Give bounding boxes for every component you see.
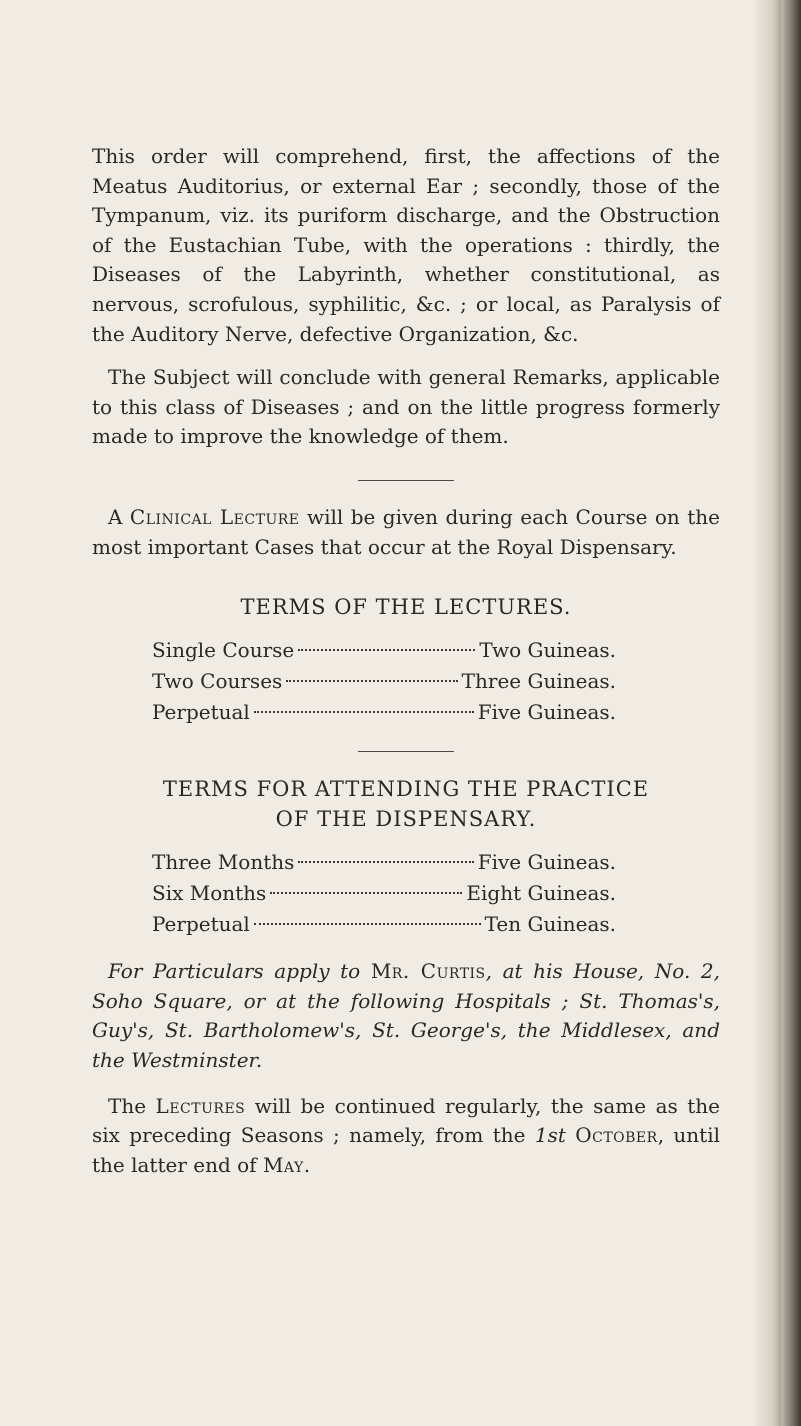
terms-practice-heading — [92, 774, 720, 834]
closing-ordinal: 1st — [534, 1123, 566, 1148]
terms-practice-heading-line1: TERMS FOR ATTENDING THE PRACTICE — [162, 777, 650, 802]
clinical-rest: will be given during each Course on the most important Cases that occur at the Royal Dispensary. — [92, 504, 720, 559]
term-value: Three Guineas. — [461, 669, 616, 694]
term-label: Two Courses — [152, 669, 283, 694]
paragraph-subject-conclusion: The Subject will conclude with general Remarks, applicable to this class of Diseases ; and on the little progress formerly made to improve the knowledge of them. — [92, 365, 720, 449]
term-value: Ten Guineas. — [484, 912, 616, 937]
terms-practice-heading-line2: OF THE DISPENSARY. — [275, 807, 537, 832]
term-row — [152, 848, 616, 879]
particulars-name: Mr. Curtis — [370, 959, 486, 984]
closing-may-caps: May — [262, 1152, 304, 1177]
term-value: Five Guineas. — [477, 700, 616, 725]
particulars-rest: , at his House, No. 2, Soho Square, or at the following Hospitals ; St. Thomas's, Guy's, St. Bartholomew's, St. George's, the Middlesex, and the Westminster. — [92, 959, 720, 1072]
section-divider — [358, 751, 454, 752]
dot-leader — [270, 892, 462, 894]
dot-leader — [298, 649, 475, 651]
term-value: Two Guineas. — [479, 638, 616, 663]
closing-end: . — [303, 1152, 311, 1177]
closing-mid: will be continued regularly, the same as the six preceding Seasons ; namely, from the — [92, 1093, 720, 1148]
term-row — [152, 879, 616, 910]
document-page — [92, 142, 720, 1180]
paragraph-affections: This order will comprehend, first, the affections of the Meatus Auditorius, or external Ear ; secondly, those of the Tympanum, viz. its puriform discharge, and the Obstruction of the Eustachian Tube, with the operations : thirdly, the Diseases of the Labyrinth, whether constitutional, as nervous, scrofulous, syphilitic, &c. ; or local, as Paralysis of the Auditory Nerve, defective Organization, &c. — [92, 144, 720, 346]
term-row — [152, 698, 616, 729]
closing-lead: The — [108, 1093, 156, 1118]
term-label: Perpetual — [152, 912, 250, 937]
terms-lectures-heading: TERMS OF THE LECTURES. — [240, 595, 572, 620]
closing-mid2 — [566, 1123, 575, 1147]
term-label: Three Months — [152, 850, 295, 875]
term-row — [152, 910, 616, 941]
particulars-lead: For Particulars apply to — [108, 959, 371, 984]
term-label: Six Months — [152, 881, 267, 906]
term-row — [152, 667, 616, 698]
term-label: Perpetual — [152, 700, 250, 725]
dot-leader — [254, 923, 481, 925]
dot-leader — [254, 711, 474, 713]
term-value: Five Guineas. — [477, 850, 616, 875]
paragraph-clinical-lecture — [92, 503, 720, 562]
terms-lectures-list — [152, 636, 616, 729]
term-label: Single Course — [152, 638, 295, 663]
closing-october-caps: October — [575, 1123, 658, 1148]
clinical-lecture-caps: Clinical Lecture — [129, 504, 300, 529]
dot-leader — [286, 680, 457, 682]
term-row — [152, 636, 616, 667]
closing-lectures-caps: Lectures — [155, 1093, 246, 1118]
closing-mid3: , until the latter end of — [92, 1123, 720, 1177]
page-edge — [775, 0, 781, 1426]
term-value: Eight Guineas. — [466, 881, 616, 906]
section-divider — [358, 480, 454, 481]
paragraph-particulars — [92, 957, 720, 1075]
clinical-lead: A — [108, 504, 130, 529]
paragraph-lecture-schedule — [92, 1092, 720, 1181]
terms-practice-list — [152, 848, 616, 941]
dot-leader — [298, 861, 473, 863]
